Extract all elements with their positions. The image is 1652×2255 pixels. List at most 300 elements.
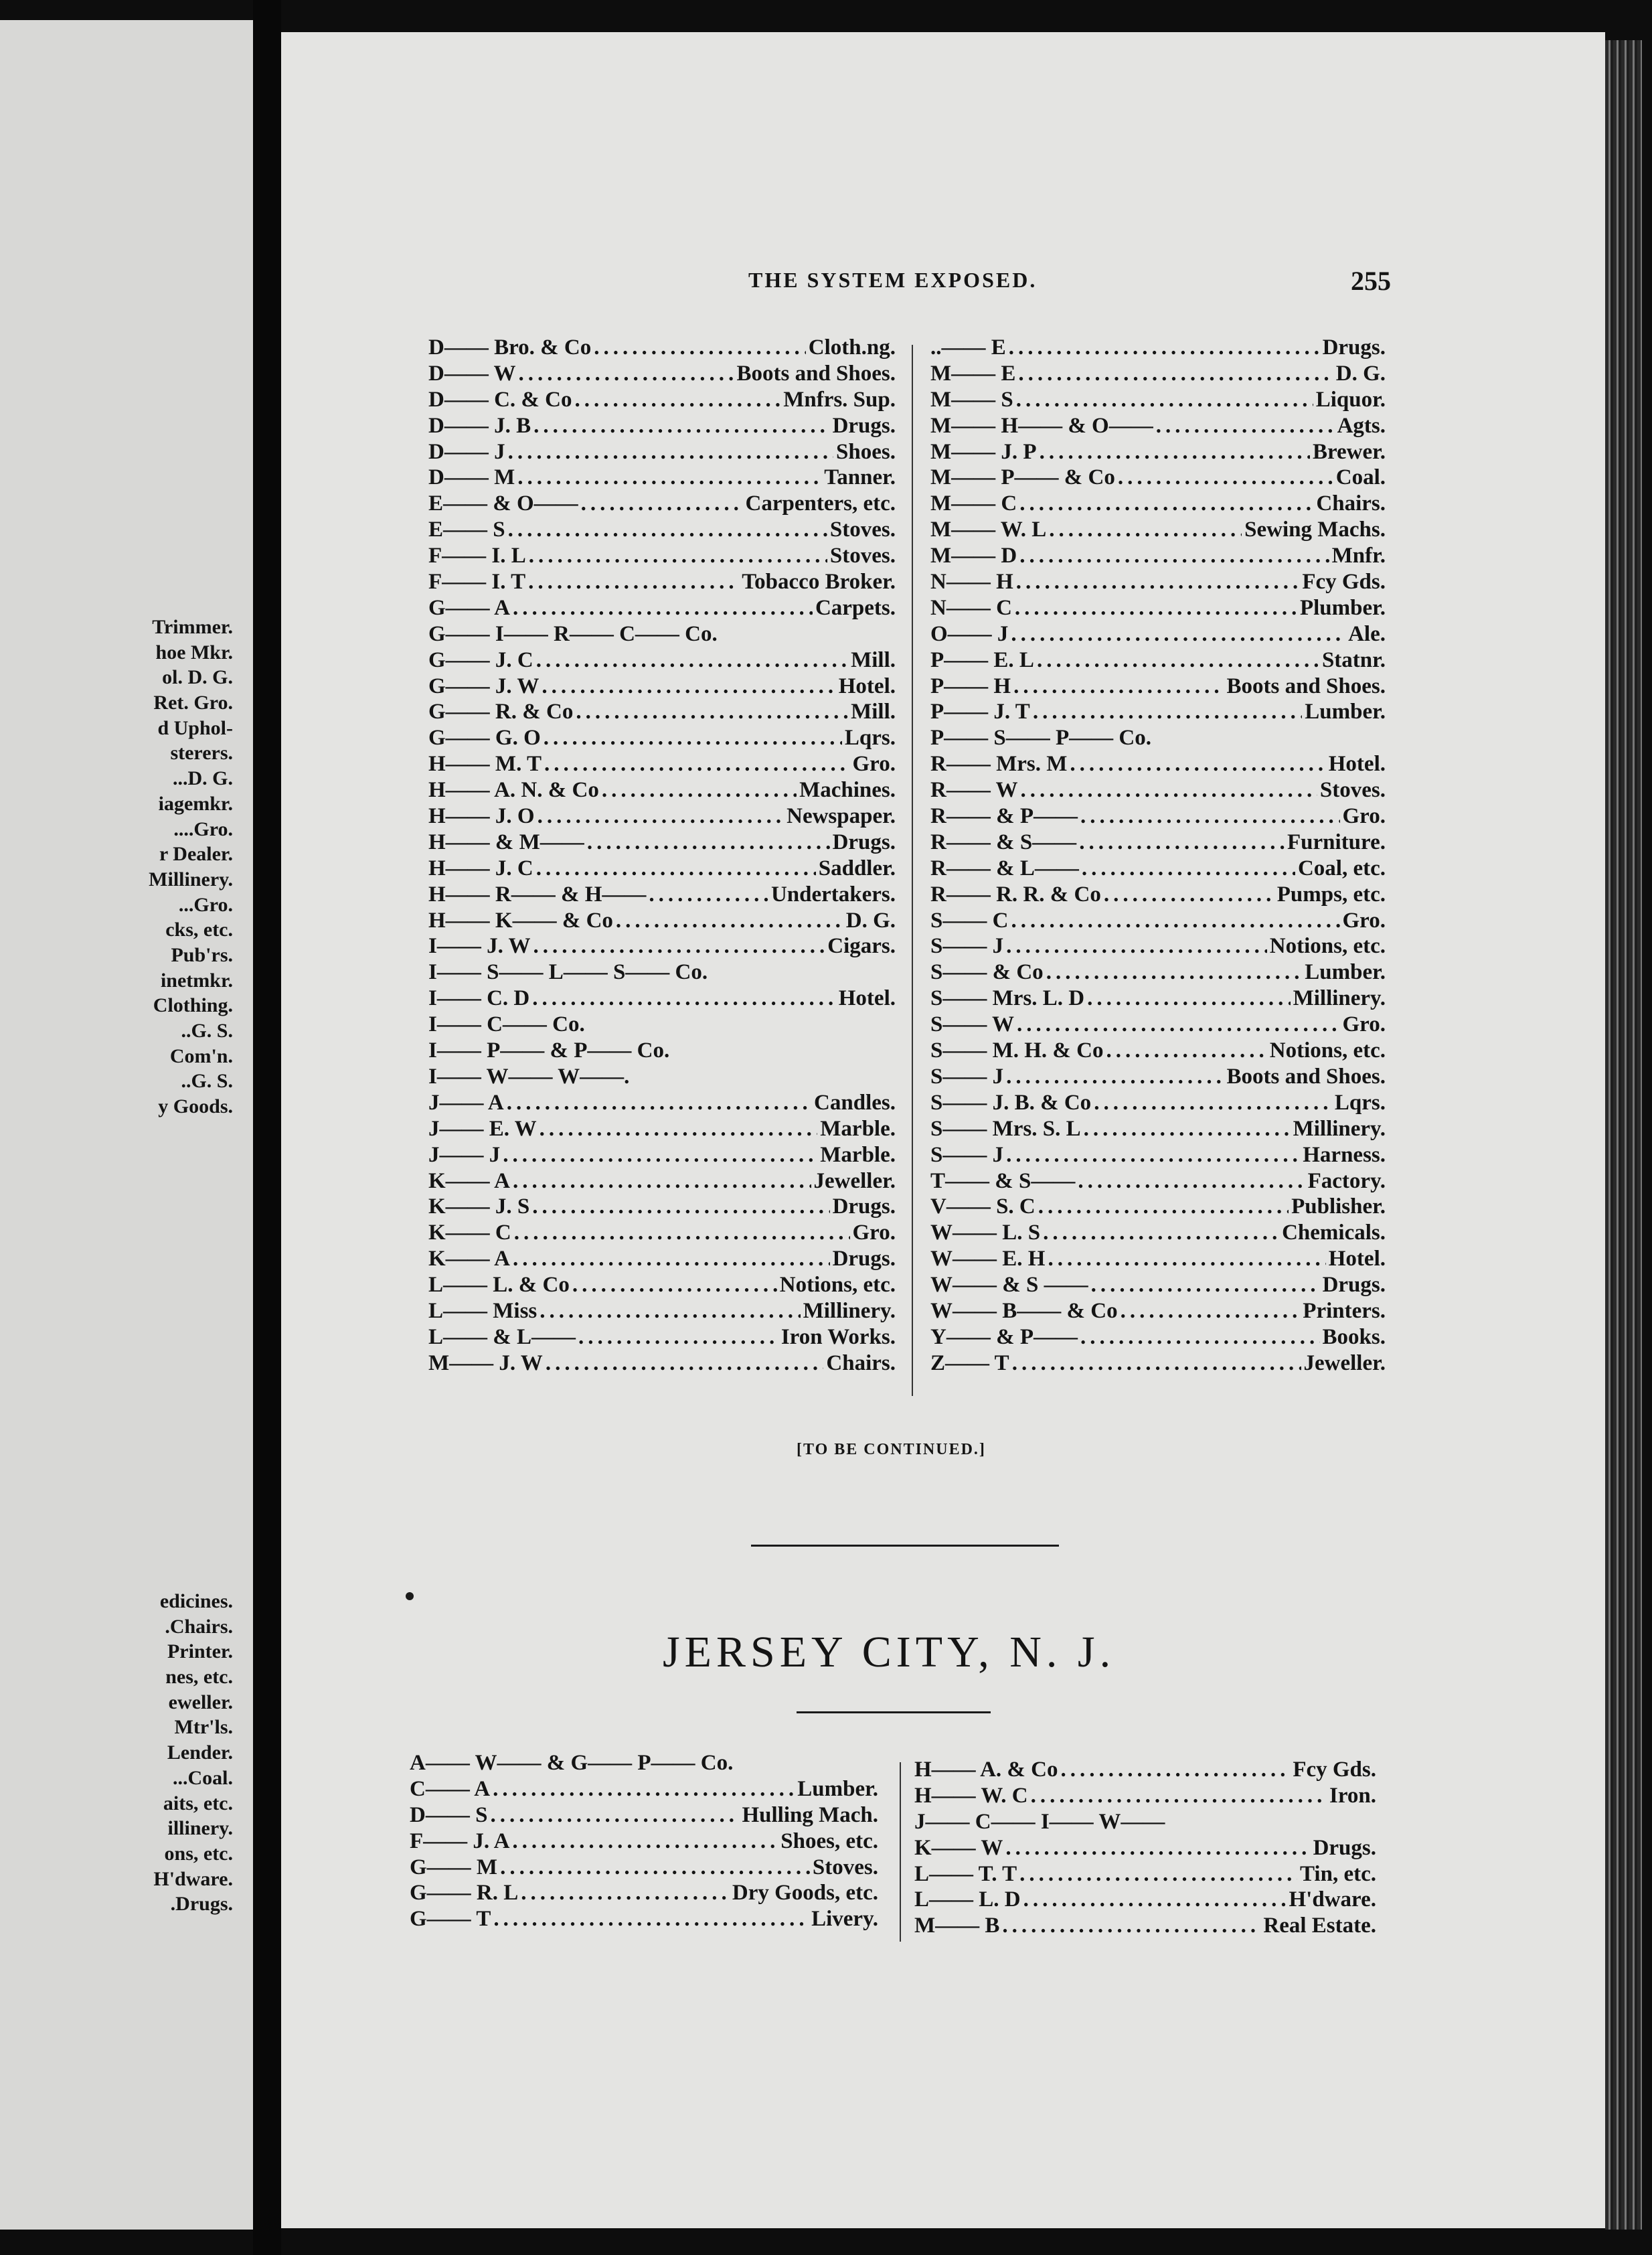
directory-entry	[428, 1194, 896, 1220]
dot-leader	[1094, 1090, 1332, 1116]
directory-entry	[930, 856, 1386, 882]
dot-leader	[536, 856, 816, 882]
directory-entry	[914, 1835, 1376, 1861]
entry-business: Brewer.	[1312, 439, 1386, 464]
entry-name: E—— S	[428, 518, 505, 542]
entry-business: Hotel.	[838, 674, 896, 698]
entry-business: Boots and Shoes.	[1226, 1064, 1386, 1089]
directory-entry	[428, 803, 896, 830]
entry-name: L—— & L——	[428, 1324, 576, 1349]
dot-leader	[507, 1090, 811, 1116]
fragment-line: Lender.	[167, 1741, 233, 1764]
entry-name: S—— Mrs. L. D	[930, 986, 1085, 1011]
entry-name: S—— Mrs. S. L	[930, 1116, 1081, 1141]
entry-business: Drugs.	[832, 1247, 896, 1271]
entry-business: Iron Works.	[780, 1324, 896, 1349]
dot-leader	[576, 699, 848, 725]
entry-business: Cigars.	[827, 934, 896, 959]
entry-name: W—— B—— & Co	[930, 1298, 1118, 1323]
entry-business: Stoves.	[829, 518, 896, 542]
entry-name: M—— S	[930, 387, 1013, 412]
entry-business: Gro.	[1342, 908, 1386, 933]
dot-leader	[1006, 1064, 1224, 1090]
directory-entry	[930, 830, 1386, 856]
entry-name: M—— P—— & Co	[930, 465, 1115, 490]
entry-name: M—— W. L	[930, 518, 1047, 542]
dot-leader	[1016, 387, 1313, 413]
entry-business: Fcy Gds.	[1302, 570, 1386, 595]
directory-entry	[930, 1220, 1386, 1246]
directory-entry	[428, 699, 896, 725]
running-head: THE SYSTEM EXPOSED.	[748, 268, 1038, 292]
dot-leader	[1017, 1012, 1340, 1038]
entry-business: H'dware.	[1289, 1887, 1376, 1912]
fragment-line: sterers.	[170, 742, 233, 765]
entry-name: G—— M	[410, 1855, 498, 1879]
entry-name: G—— R. & Co	[428, 700, 574, 724]
directory-entry	[930, 647, 1386, 674]
column-divider	[912, 345, 913, 1396]
fragment-line: eweller.	[168, 1691, 233, 1713]
directory-entry	[914, 1783, 1376, 1809]
directory-entry	[428, 1142, 896, 1168]
fragment-line: .Drugs.	[170, 1893, 233, 1916]
entry-business: Boots and Shoes.	[736, 361, 896, 386]
dot-leader	[594, 335, 806, 361]
entry-business: Drugs.	[832, 830, 896, 854]
entry-business: Saddler.	[818, 856, 896, 880]
entry-business: Mnfr.	[1331, 544, 1386, 568]
directory-entry	[428, 882, 896, 908]
entry-business: Books.	[1322, 1324, 1386, 1349]
fragment-line: Com'n.	[169, 1044, 233, 1067]
directory-entry	[410, 1750, 878, 1776]
dot-leader	[490, 1802, 739, 1829]
dot-leader	[493, 1776, 795, 1802]
directory-entry	[428, 1116, 896, 1142]
entry-business: Mill.	[851, 700, 896, 724]
entry-name: W—— E. H	[930, 1247, 1046, 1271]
entry-business: Shoes.	[836, 439, 896, 464]
dot-leader	[513, 1246, 830, 1272]
entry-business: Jeweller.	[1303, 1350, 1386, 1375]
fragment-line: edicines.	[159, 1590, 233, 1612]
entry-name: V—— S. C	[930, 1194, 1036, 1219]
directory-entry	[428, 1168, 896, 1194]
dot-leader	[1070, 751, 1325, 777]
fragment-line: ...Coal.	[173, 1766, 233, 1789]
directory-entry	[428, 856, 896, 882]
section-rule-top	[751, 1545, 1059, 1547]
entry-business: D. G.	[1335, 361, 1386, 386]
entry-name: S—— J	[930, 1142, 1004, 1167]
entry-name: R—— & L——	[930, 856, 1079, 880]
directory-entry	[930, 1012, 1386, 1038]
dot-leader	[513, 1168, 811, 1194]
directory-entry	[428, 543, 896, 569]
dot-leader	[540, 1116, 818, 1142]
entry-name: G—— G. O	[428, 726, 541, 751]
entry-business: Shoes, etc.	[780, 1829, 878, 1853]
entry-business: Millinery.	[1293, 986, 1386, 1011]
fragment-line: ..G. S.	[181, 1020, 233, 1042]
entry-business: Hotel.	[1328, 752, 1386, 777]
dot-leader	[1040, 439, 1310, 465]
entry-name: I—— S—— L—— S—— Co.	[428, 960, 708, 985]
entry-business: Lqrs.	[844, 726, 896, 751]
entry-name: Y—— & P——	[930, 1324, 1078, 1349]
entry-name: L—— T. T	[914, 1861, 1017, 1886]
directory-entry	[930, 621, 1386, 647]
entry-name: G—— I—— R—— C—— Co.	[428, 621, 718, 646]
entry-name: M—— J. P	[930, 439, 1037, 464]
directory-entry	[428, 517, 896, 543]
entry-name: G—— R. L	[410, 1881, 519, 1906]
dot-leader	[544, 725, 842, 751]
left-facing-page-fragment	[0, 20, 253, 2230]
directory-entry	[930, 413, 1386, 439]
entry-name: H—— J. O	[428, 804, 535, 829]
entry-name: D—— C. & Co	[428, 387, 572, 412]
entry-name: S—— J. B. & Co	[930, 1090, 1092, 1115]
dot-leader	[1011, 621, 1345, 647]
directory-entry	[428, 674, 896, 700]
entry-name: S—— & Co	[930, 960, 1044, 985]
entry-business: Cloth.ng.	[808, 335, 896, 360]
entry-business: Harness.	[1303, 1142, 1386, 1167]
entry-business: Notions, etc.	[1269, 1038, 1386, 1063]
directory-entry	[428, 491, 896, 517]
dot-leader	[578, 1324, 778, 1350]
directory-entry	[428, 569, 896, 595]
entry-name: D—— M	[428, 465, 515, 490]
directory-entry	[930, 1324, 1386, 1350]
dot-leader	[508, 439, 833, 465]
directory-entry	[428, 361, 896, 387]
entry-name: H—— R—— & H——	[428, 882, 647, 907]
dot-leader	[1009, 335, 1320, 361]
dot-leader	[1121, 1298, 1301, 1324]
entry-business: Mnfrs. Sup.	[783, 387, 896, 412]
fragment-line: inetmkr.	[160, 969, 233, 992]
directory-entry	[930, 986, 1386, 1012]
entry-business: Sewing Machs.	[1244, 518, 1386, 542]
fragment-line: .Chairs.	[165, 1615, 233, 1638]
entry-name: I—— C. D	[428, 986, 530, 1011]
entry-name: H—— A. N. & Co	[428, 778, 599, 803]
dot-leader	[1048, 1246, 1325, 1272]
directory-entry	[930, 569, 1386, 595]
entry-name: J—— J	[428, 1142, 501, 1167]
entry-business: Liquor.	[1315, 387, 1386, 412]
entry-business: Marble.	[820, 1142, 896, 1167]
dot-leader	[1019, 1861, 1297, 1887]
entry-name: L—— L. & Co	[428, 1273, 570, 1298]
directory-entry	[410, 1776, 878, 1802]
entry-name: R—— W	[930, 778, 1018, 803]
entry-business: Boots and Shoes.	[1226, 674, 1386, 698]
directory-entry	[428, 1064, 896, 1090]
dot-leader	[1156, 413, 1335, 439]
entry-name: G—— T	[410, 1907, 491, 1932]
directory-entry	[428, 387, 896, 413]
entry-name: F—— I. T	[428, 570, 526, 595]
directory-entry	[930, 1064, 1386, 1090]
directory-entry	[930, 465, 1386, 491]
entry-name: P—— H	[930, 674, 1011, 698]
directory-entry	[930, 387, 1386, 413]
dot-leader	[1016, 569, 1300, 595]
entry-business: Drugs.	[832, 413, 896, 438]
dot-leader	[1087, 986, 1291, 1012]
directory-entry	[428, 1090, 896, 1116]
entry-business: Carpenters, etc.	[745, 491, 896, 516]
entry-business: Drugs.	[1313, 1835, 1376, 1860]
dot-leader	[517, 465, 821, 491]
entry-business: Plumber.	[1299, 595, 1386, 620]
directory-entry	[428, 621, 896, 647]
directory-entry	[930, 1194, 1386, 1220]
directory-entry	[930, 777, 1386, 803]
fragment-line: illinery.	[167, 1817, 233, 1840]
entry-name: I—— W—— W——.	[428, 1064, 630, 1089]
dot-leader	[1118, 465, 1333, 491]
entry-name: F—— J. A	[410, 1829, 510, 1853]
entry-business: Lumber.	[1305, 700, 1386, 724]
entry-name: D—— J	[428, 439, 505, 464]
directory-column-right	[930, 335, 1386, 1377]
directory-entry	[428, 751, 896, 777]
entry-name: O—— J	[930, 621, 1009, 646]
directory-entry	[930, 1142, 1386, 1168]
directory-entry	[930, 517, 1386, 543]
entry-business: Coal, etc.	[1297, 856, 1386, 880]
dot-leader	[587, 830, 830, 856]
dot-leader	[528, 569, 739, 595]
section-title: JERSEY CITY, N. J.	[663, 1628, 1116, 1677]
entry-business: Tobacco Broker.	[742, 570, 896, 595]
entry-business: Drugs.	[1322, 1273, 1386, 1298]
dot-leader	[503, 1142, 817, 1168]
entry-name: K—— C	[428, 1221, 511, 1245]
entry-name: M—— E	[930, 361, 1016, 386]
entry-business: Marble.	[820, 1116, 896, 1141]
entry-name: ..—— E	[930, 335, 1006, 360]
entry-business: Tanner.	[824, 465, 896, 490]
dot-leader	[1031, 1783, 1327, 1809]
stray-dot	[406, 1592, 414, 1600]
directory-entry	[914, 1887, 1376, 1913]
directory-entry	[410, 1829, 878, 1855]
jersey-city-column-left	[410, 1750, 878, 1932]
entry-business: Iron.	[1329, 1783, 1376, 1808]
directory-entry	[428, 777, 896, 803]
entry-business: Real Estate.	[1263, 1914, 1376, 1938]
directory-entry	[428, 725, 896, 751]
entry-name: H—— A. & Co	[914, 1758, 1058, 1782]
dot-leader	[514, 1220, 850, 1246]
directory-entry	[428, 933, 896, 959]
dot-leader	[1019, 543, 1329, 569]
entry-business: Notions, etc.	[1269, 934, 1386, 959]
directory-entry	[930, 595, 1386, 621]
directory-entry	[914, 1861, 1376, 1887]
dot-leader	[581, 491, 743, 517]
entry-business: Drugs.	[1322, 335, 1386, 360]
entry-business: Gro.	[852, 752, 896, 777]
fragment-line: Trimmer.	[152, 616, 233, 638]
entry-name: C—— A	[410, 1776, 491, 1801]
directory-entry	[930, 543, 1386, 569]
entry-name: J—— A	[428, 1090, 504, 1115]
fragment-line: nes, etc.	[165, 1666, 233, 1689]
dot-leader	[1015, 595, 1297, 621]
directory-entry	[930, 908, 1386, 934]
entry-name: D—— W	[428, 361, 516, 386]
entry-name: E—— & O——	[428, 491, 578, 516]
dot-leader	[1037, 647, 1319, 674]
entry-business: Millinery.	[803, 1298, 896, 1323]
directory-entry	[428, 830, 896, 856]
fragment-line: ...D. G.	[173, 767, 233, 790]
directory-entry	[428, 465, 896, 491]
directory-entry	[428, 647, 896, 674]
entry-name: F—— I. L	[428, 544, 526, 568]
fragment-line: Pub'rs.	[171, 943, 233, 966]
page-edges	[1605, 40, 1642, 2230]
directory-entry	[930, 959, 1386, 986]
entry-business: Pumps, etc.	[1276, 882, 1386, 907]
directory-entry	[428, 1012, 896, 1038]
directory-entry	[930, 1038, 1386, 1064]
left-page-lines-lower	[153, 1589, 233, 1917]
entry-name: G—— J. C	[428, 647, 533, 672]
directory-entry	[428, 335, 896, 361]
directory-entry	[930, 1168, 1386, 1194]
dot-leader	[1021, 777, 1317, 803]
entry-name: K—— J. S	[428, 1194, 530, 1219]
entry-business: Publisher.	[1291, 1194, 1386, 1219]
dot-leader	[574, 387, 780, 413]
directory-entry	[914, 1757, 1376, 1783]
entry-name: P—— S—— P—— Co.	[930, 726, 1151, 751]
directory-entry	[428, 1350, 896, 1377]
entry-name: H—— M. T	[428, 752, 542, 777]
entry-business: Machines.	[799, 778, 896, 803]
directory-entry	[428, 1298, 896, 1324]
entry-business: Chairs.	[826, 1350, 896, 1375]
entry-business: Carpets.	[815, 595, 896, 620]
entry-name: H—— K—— & Co	[428, 908, 613, 933]
entry-business: Chemicals.	[1282, 1221, 1386, 1245]
directory-entry	[428, 1272, 896, 1298]
entry-business: Jeweller.	[813, 1168, 896, 1193]
directory-entry	[428, 1220, 896, 1246]
dot-leader	[1002, 1913, 1260, 1939]
entry-business: Undertakers.	[770, 882, 896, 907]
dot-leader	[1018, 361, 1333, 387]
entry-name: W—— & S ——	[930, 1273, 1088, 1298]
dot-leader	[1084, 1116, 1291, 1142]
dot-leader	[1011, 908, 1339, 934]
entry-business: Lumber.	[797, 1776, 878, 1801]
directory-entry	[930, 725, 1386, 751]
entry-business: Ale.	[1348, 621, 1386, 646]
entry-name: K—— A	[428, 1247, 510, 1271]
dot-leader	[532, 986, 836, 1012]
entry-name: Z—— T	[930, 1350, 1009, 1375]
fragment-line: Millinery.	[149, 868, 233, 890]
entry-name: G—— J. W	[428, 674, 540, 698]
entry-name: R—— & P——	[930, 804, 1078, 829]
dot-leader	[1104, 882, 1274, 908]
entry-business: Gro.	[852, 1221, 896, 1245]
book-gutter	[253, 0, 281, 2255]
entry-name: K—— W	[914, 1835, 1003, 1860]
dot-leader	[513, 595, 813, 621]
entry-name: A—— W—— & G—— P—— Co.	[410, 1751, 734, 1775]
fragment-line: Clothing.	[153, 994, 233, 1017]
directory-entry	[410, 1802, 878, 1829]
directory-entry	[930, 1090, 1386, 1116]
entry-name: L—— Miss	[428, 1298, 538, 1323]
dot-leader	[536, 647, 848, 674]
entry-name: S—— C	[930, 908, 1009, 933]
entry-name: L—— L. D	[914, 1887, 1021, 1912]
dot-leader	[546, 1350, 824, 1377]
directory-entry	[930, 1246, 1386, 1272]
entry-name: S—— W	[930, 1012, 1015, 1037]
dot-leader	[1006, 1142, 1300, 1168]
fragment-line: r Dealer.	[159, 843, 233, 866]
entry-business: Hotel.	[1328, 1247, 1386, 1271]
fragment-line: y Goods.	[158, 1095, 233, 1118]
entry-name: K—— A	[428, 1168, 510, 1193]
directory-entry	[914, 1809, 1376, 1835]
entry-name: D—— J. B	[428, 413, 531, 438]
page-number: 255	[1351, 266, 1391, 296]
dot-leader	[1006, 933, 1267, 959]
entry-business: D. G.	[845, 908, 896, 933]
entry-name: H—— J. C	[428, 856, 533, 880]
directory-entry	[930, 439, 1386, 465]
dot-leader	[616, 908, 843, 934]
entry-business: Candles.	[814, 1090, 896, 1115]
entry-business: Livery.	[811, 1907, 878, 1932]
dot-leader	[493, 1906, 809, 1932]
directory-entry	[930, 803, 1386, 830]
dot-leader	[1013, 674, 1224, 700]
directory-entry	[930, 882, 1386, 908]
entry-business: Coal.	[1335, 465, 1386, 490]
jersey-city-column-right	[914, 1757, 1376, 1939]
entry-business: Notions, etc.	[779, 1273, 896, 1298]
directory-entry	[428, 413, 896, 439]
entry-business: Hulling Mach.	[742, 1802, 878, 1827]
fragment-line: cks, etc.	[165, 919, 233, 941]
entry-business: Statnr.	[1321, 647, 1386, 672]
entry-business: Chairs.	[1316, 491, 1386, 516]
dot-leader	[533, 933, 825, 959]
fragment-line: Printer.	[167, 1640, 233, 1663]
entry-business: Furniture.	[1287, 830, 1386, 854]
dot-leader	[572, 1272, 777, 1298]
dot-leader	[1078, 1168, 1305, 1194]
directory-entry	[428, 959, 896, 986]
entry-name: P—— E. L	[930, 647, 1034, 672]
entry-name: H—— W. C	[914, 1783, 1028, 1808]
dot-leader	[1080, 803, 1340, 830]
